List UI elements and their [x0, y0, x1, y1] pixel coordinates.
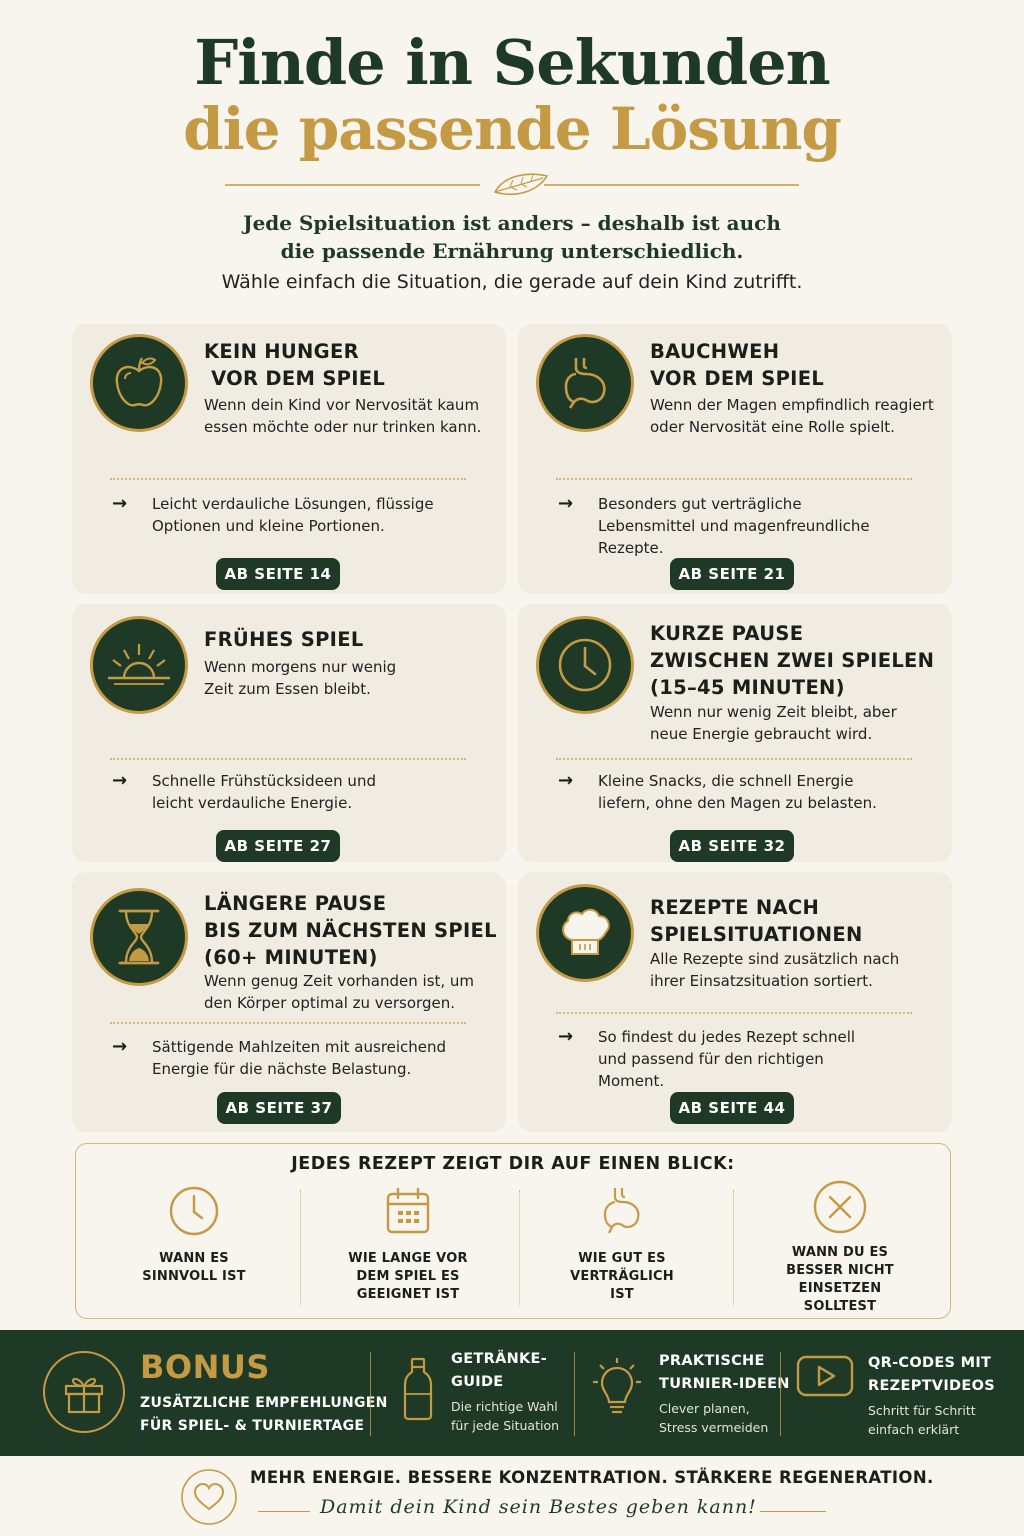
bonus-item-drinks: [451, 1348, 559, 1435]
page-button[interactable]: AB SEITE 32: [670, 830, 794, 862]
glance-label: DEM SPIEL ES: [356, 1269, 460, 1284]
apple-icon: [109, 353, 169, 413]
play-icon: [796, 1354, 854, 1400]
card-icon-circle: [536, 616, 634, 714]
bonus-subtitle-line: FÜR SPIEL- & TURNIERTAGE: [140, 1418, 365, 1434]
card-laengere-pause: [72, 872, 506, 1132]
card-kein-hunger: [72, 324, 506, 594]
bonus-item-sub: für jede Situation: [451, 1418, 560, 1433]
card-note: Kleine Snacks, die schnell Energie liefern, ohne den Magen zu belasten.: [598, 772, 877, 812]
title-line-1: Finde in Sekunden: [194, 26, 830, 99]
arrow-icon: →: [558, 770, 574, 791]
card-title: [650, 620, 934, 701]
dotted-divider: [556, 478, 912, 480]
card-bauchweh: [518, 324, 952, 594]
gift-icon: [42, 1350, 126, 1434]
glance-title: JEDES REZEPT ZEIGT DIR AUF EINEN BLICK:: [291, 1154, 735, 1174]
bonus-bar: [0, 1330, 1024, 1456]
card-description: Wenn dein Kind vor Nervosität kaum essen möchte oder nur trinken kann.: [204, 396, 482, 436]
card-icon-circle: [536, 884, 634, 982]
card-note: Besonders gut verträgliche Lebensmittel und magenfreundliche Rezepte.: [598, 495, 870, 557]
card-note: Schnelle Frühstücksideen und leicht verdauliche Energie.: [152, 772, 376, 812]
card-icon-circle: [536, 334, 634, 432]
glance-label: GEEIGNET IST: [356, 1287, 460, 1302]
card-description: Alle Rezepte sind zusätzlich nach ihrer Einsatzsituation sortiert.: [650, 950, 900, 990]
header: [0, 26, 1024, 163]
card-title: [204, 890, 497, 971]
bonus-separator: [574, 1352, 575, 1436]
card-note: So findest du jedes Rezept schnell und passend für den richtigen Moment.: [598, 1028, 856, 1090]
page-button[interactable]: AB SEITE 27: [216, 830, 340, 862]
card-title-line: VOR DEM SPIEL: [650, 367, 825, 390]
calendar-icon: [381, 1184, 435, 1238]
glance-label: EINSETZEN: [798, 1281, 882, 1296]
card-title-line: LÄNGERE PAUSE: [204, 892, 387, 915]
glance-label: WIE LANGE VOR: [348, 1251, 468, 1266]
bonus-item-heading: GETRÄNKE-: [451, 1351, 548, 1367]
card-title-line: VOR DEM SPIEL: [204, 367, 386, 390]
bonus-subtitle: [140, 1392, 388, 1438]
footer: [0, 1456, 1024, 1536]
bonus-item-tournament: [659, 1350, 790, 1437]
dotted-divider: [110, 478, 466, 480]
heart-icon: [180, 1468, 238, 1526]
card-title-line: (15–45 MINUTEN): [650, 676, 845, 699]
glance-separator: [733, 1190, 734, 1306]
subtitle: [0, 209, 1024, 265]
glance-label: SINNVOLL IST: [142, 1269, 246, 1284]
glance-label: WANN DU ES: [791, 1245, 889, 1260]
card-icon-circle: [90, 616, 188, 714]
glance-label: SOLLTEST: [803, 1299, 877, 1314]
bonus-item-sub: Clever planen,: [659, 1401, 750, 1416]
dotted-divider: [556, 1012, 912, 1014]
card-title: [650, 894, 863, 948]
bonus-separator: [370, 1352, 371, 1436]
glance-separator: [519, 1190, 520, 1306]
dotted-divider: [110, 1022, 466, 1024]
glance-label: BESSER NICHT: [786, 1263, 894, 1278]
card-description: Wenn morgens nur wenig Zeit zum Essen bleibt.: [204, 658, 397, 698]
dotted-divider: [556, 758, 912, 760]
subtitle-line-2: die passende Ernährung unterschiedlich.: [280, 239, 744, 263]
bonus-subtitle-line: ZUSÄTZLICHE EMPFEHLUNGEN: [140, 1395, 388, 1411]
lightbulb-icon: [592, 1356, 642, 1420]
card-title-line: KEIN HUNGER: [204, 340, 359, 363]
bonus-item-sub: einfach erklärt: [868, 1422, 960, 1437]
arrow-icon: →: [112, 770, 128, 791]
page-button[interactable]: AB SEITE 37: [217, 1092, 341, 1124]
card-kurze-pause: [518, 604, 952, 862]
bonus-title: BONUS: [140, 1348, 270, 1386]
bonus-item-sub: Die richtige Wahl: [451, 1399, 558, 1414]
arrow-icon: →: [112, 1036, 128, 1057]
bonus-item-sub: Stress vermeiden: [659, 1420, 769, 1435]
arrow-icon: →: [112, 493, 128, 514]
card-title-line: BAUCHWEH: [650, 340, 780, 363]
bonus-item-heading: QR-CODES MIT: [868, 1355, 992, 1371]
footer-line-right: [760, 1511, 826, 1512]
glance-label: WIE GUT ES: [578, 1251, 666, 1266]
card-title-line: BIS ZUM NÄCHSTEN SPIEL: [204, 919, 497, 942]
footer-slogan: MEHR ENERGIE. BESSERE KONZENTRATION. STÄRKERE REGENERATION.: [250, 1468, 934, 1487]
glance-item-how-long: [308, 1184, 508, 1304]
subtitle-line-1: Jede Spielsituation ist anders – deshalb ist auch: [243, 211, 781, 235]
card-note: Leicht verdauliche Lösungen, flüssige Optionen und kleine Portionen.: [152, 495, 434, 535]
page-button[interactable]: AB SEITE 21: [670, 558, 794, 590]
arrow-icon: →: [558, 493, 574, 514]
intro-text: Wähle einfach die Situation, die gerade auf dein Kind zutrifft.: [221, 271, 803, 293]
page-button[interactable]: AB SEITE 14: [216, 558, 340, 590]
card-note: Sättigende Mahlzeiten mit ausreichend Energie für die nächste Belastung.: [152, 1038, 447, 1078]
chef-hat-icon: [554, 902, 616, 964]
glance-label: VERTRÄGLICH: [570, 1269, 674, 1284]
page-button[interactable]: AB SEITE 44: [670, 1092, 794, 1124]
bonus-separator: [780, 1352, 781, 1436]
footer-script: Damit dein Kind sein Bestes geben kann!: [320, 1496, 757, 1518]
hourglass-icon: [114, 906, 164, 968]
bonus-item-heading: REZEPTVIDEOS: [868, 1378, 995, 1394]
stomach-icon: [595, 1184, 649, 1238]
arrow-icon: →: [558, 1026, 574, 1047]
sunrise-icon: [106, 640, 172, 690]
glance-label: WANN ES: [159, 1251, 229, 1266]
card-title-line: (60+ MINUTEN): [204, 946, 378, 969]
card-description: Wenn nur wenig Zeit bleibt, aber neue Energie gebraucht wird.: [650, 703, 897, 743]
dotted-divider: [110, 758, 466, 760]
card-icon-circle: [90, 334, 188, 432]
card-title-line: KURZE PAUSE: [650, 622, 804, 645]
bonus-item-sub: Schritt für Schritt: [868, 1403, 976, 1418]
leaf-divider: [225, 170, 799, 200]
cross-circle-icon: [811, 1178, 869, 1236]
title-line-2: die passende Lösung: [183, 95, 841, 163]
card-icon-circle: [90, 888, 188, 986]
glance-item-tolerance: [522, 1184, 722, 1304]
bonus-item-heading: GUIDE: [451, 1374, 504, 1390]
card-description: Wenn der Magen empfindlich reagiert oder Nervosität eine Rolle spielt.: [650, 396, 934, 436]
card-title-line: SPIELSITUATIONEN: [650, 923, 863, 946]
card-title: [650, 338, 824, 392]
card-title-line: FRÜHES SPIEL: [204, 628, 364, 651]
card-title: [204, 338, 385, 392]
card-description: Wenn genug Zeit vorhanden ist, um den Körper optimal zu versorgen.: [204, 972, 475, 1012]
bonus-item-heading: TURNIER-IDEEN: [659, 1376, 790, 1392]
bonus-item-qr: [868, 1352, 995, 1439]
clock-icon: [167, 1184, 221, 1238]
glance-item-avoid: [740, 1178, 940, 1316]
stomach-icon: [554, 352, 616, 414]
bonus-item-heading: PRAKTISCHE: [659, 1353, 765, 1369]
card-fruehes-spiel: [72, 604, 506, 862]
card-title-line: ZWISCHEN ZWEI SPIELEN: [650, 649, 935, 672]
at-a-glance-box: [75, 1143, 951, 1319]
footer-line-left: [258, 1511, 310, 1512]
clock-icon: [554, 634, 616, 696]
card-rezepte: [518, 872, 952, 1132]
card-title-line: REZEPTE NACH: [650, 896, 820, 919]
glance-separator: [300, 1190, 301, 1306]
card-title: [204, 626, 364, 653]
glance-label: IST: [610, 1287, 634, 1302]
bottle-icon: [400, 1356, 436, 1422]
glance-item-when: [94, 1184, 294, 1286]
